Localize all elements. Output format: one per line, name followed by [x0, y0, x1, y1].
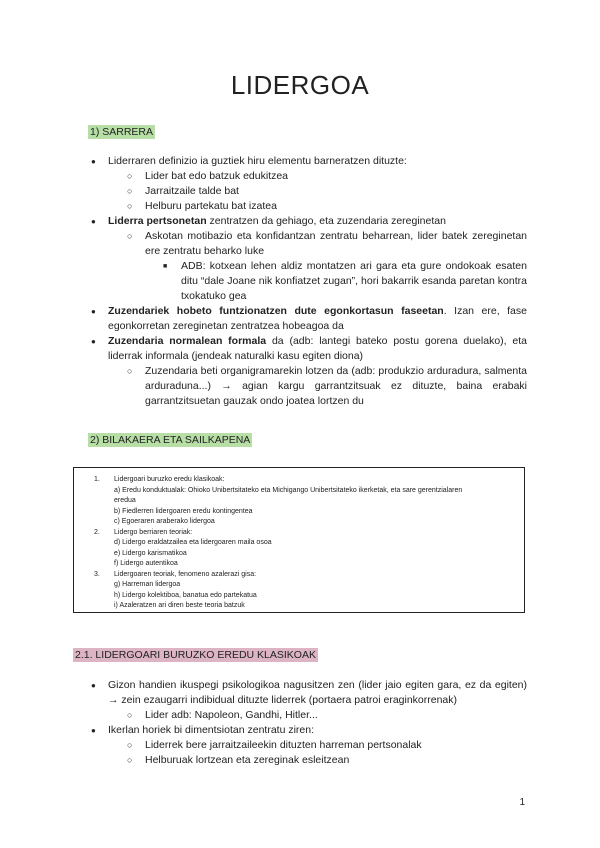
section-heading-bilakaera: 2) BILAKAERA ETA SAILKAPENA: [90, 434, 251, 446]
section-heading-eredu-klasikoak: 2.1. LIDERGOARI BURUZKO EREDU KLASIKOAK: [75, 649, 316, 661]
box-line: 2. Lidergo berriaren teoriak:: [94, 528, 193, 536]
box-line: f) Lidergo autentikoa: [114, 560, 178, 567]
list-item: ○ Lider adb: Napoleon, Gandhi, Hitler...: [0, 708, 600, 723]
list-item: ■ ADB: kotxean lehen aldiz montatzen ari gara eta gure ondokoak esaten ditu “dale Joane nik konfiatzet zugan”, hori bakarrik esanda paretan kontra txokatuko gea: [0, 259, 600, 304]
list-item: ○ Helburu partekatu bat izatea: [0, 199, 600, 214]
list-item: ○ Zuzendaria beti organigramarekin lotzen da (adb: produkzio arduradura, salmenta arduraduna...) → agian kargu garrantzitsuak ez dituzte, baina erabaki garrantzitsuetan gauzak ondo joatea lortzen du: [0, 364, 600, 409]
page-title: LIDERGOA: [230, 70, 370, 100]
list-item: ○ Lider bat edo batzuk edukitzea: [0, 169, 600, 184]
box-line: a) Eredu konduktualak: Ohioko Unibertsitateko eta Michigango Unibertsitateko ikerketak, eta sare gerentzialaren: [114, 486, 463, 494]
list-item: ○ Liderrek bere jarraitzaileekin dituzten harreman pertsonalak: [0, 738, 600, 753]
box-line: b) Fiedlerren lidergoaren eredu kontingentea: [114, 507, 253, 515]
list-item: ● Liderraren definizio ia guztiek hiru elementu barneratzen dituzte:: [0, 154, 600, 169]
list-item: ○ Helburuak lortzean eta zereginak esleitzean: [0, 753, 600, 768]
list-item: ● Gizon handien ikuspegi psikologikoa nagusitzen zen (lider jaio egiten gara, ez da egiten) → zein ezaugarri indibidual dituzte liderrek (portaera patroi eraginkorrenak): [0, 678, 600, 708]
box-line: i) Azaleratzen ari diren beste teoria batzuk: [114, 602, 245, 609]
list-item: ○ Jarraitzaile talde bat: [0, 184, 600, 199]
eredu-klasikoak-list: [0, 678, 600, 768]
box-line: e) Lidergo karismatikoa: [114, 549, 187, 557]
box-line: eredua: [114, 497, 136, 504]
list-item: ○ Askotan motibazio eta konfidantzan zentratu beharrean, lider batek zereginetan ere zentratu beharko luke: [0, 229, 600, 259]
box-line: c) Egoeraren araberako lidergoa: [114, 518, 215, 525]
list-item: ● Zuzendariek hobeto funtzionatzen dute egonkortasun faseetan. Izan ere, fase egonkorretan zereginetan zentratzea hobeagoa da: [0, 304, 600, 334]
box-line: h) Lidergo kolektiboa, banatua edo partekatua: [114, 591, 257, 599]
list-item: ● Zuzendaria normalean formala da (adb: lantegi bateko postu gorena duelako), eta liderrak informala (jendeak naturalki kasu egiten diona): [0, 334, 600, 364]
page-number: 1: [519, 797, 525, 808]
sarrera-list: [0, 154, 600, 409]
list-item: ● Liderra pertsonetan zentratzen da gehiago, eta zuzendaria zereginetan: [0, 214, 600, 229]
box-line: g) Harreman lidergoa: [114, 581, 181, 588]
box-line: d) Lidergo eraldatzailea eta lidergoaren maila osoa: [114, 539, 272, 546]
box-line: 1. Lidergoari buruzko eredu klasikoak:: [94, 476, 225, 483]
list-item: ● Ikerlan horiek bi dimentsiotan zentratu ziren:: [0, 723, 600, 738]
box-line: 3. Lidergoaren teoriak, fenomeno azalerazi gisa:: [94, 570, 257, 578]
section-heading-sarrera: 1) SARRERA: [90, 126, 154, 138]
classification-box: [73, 467, 525, 613]
